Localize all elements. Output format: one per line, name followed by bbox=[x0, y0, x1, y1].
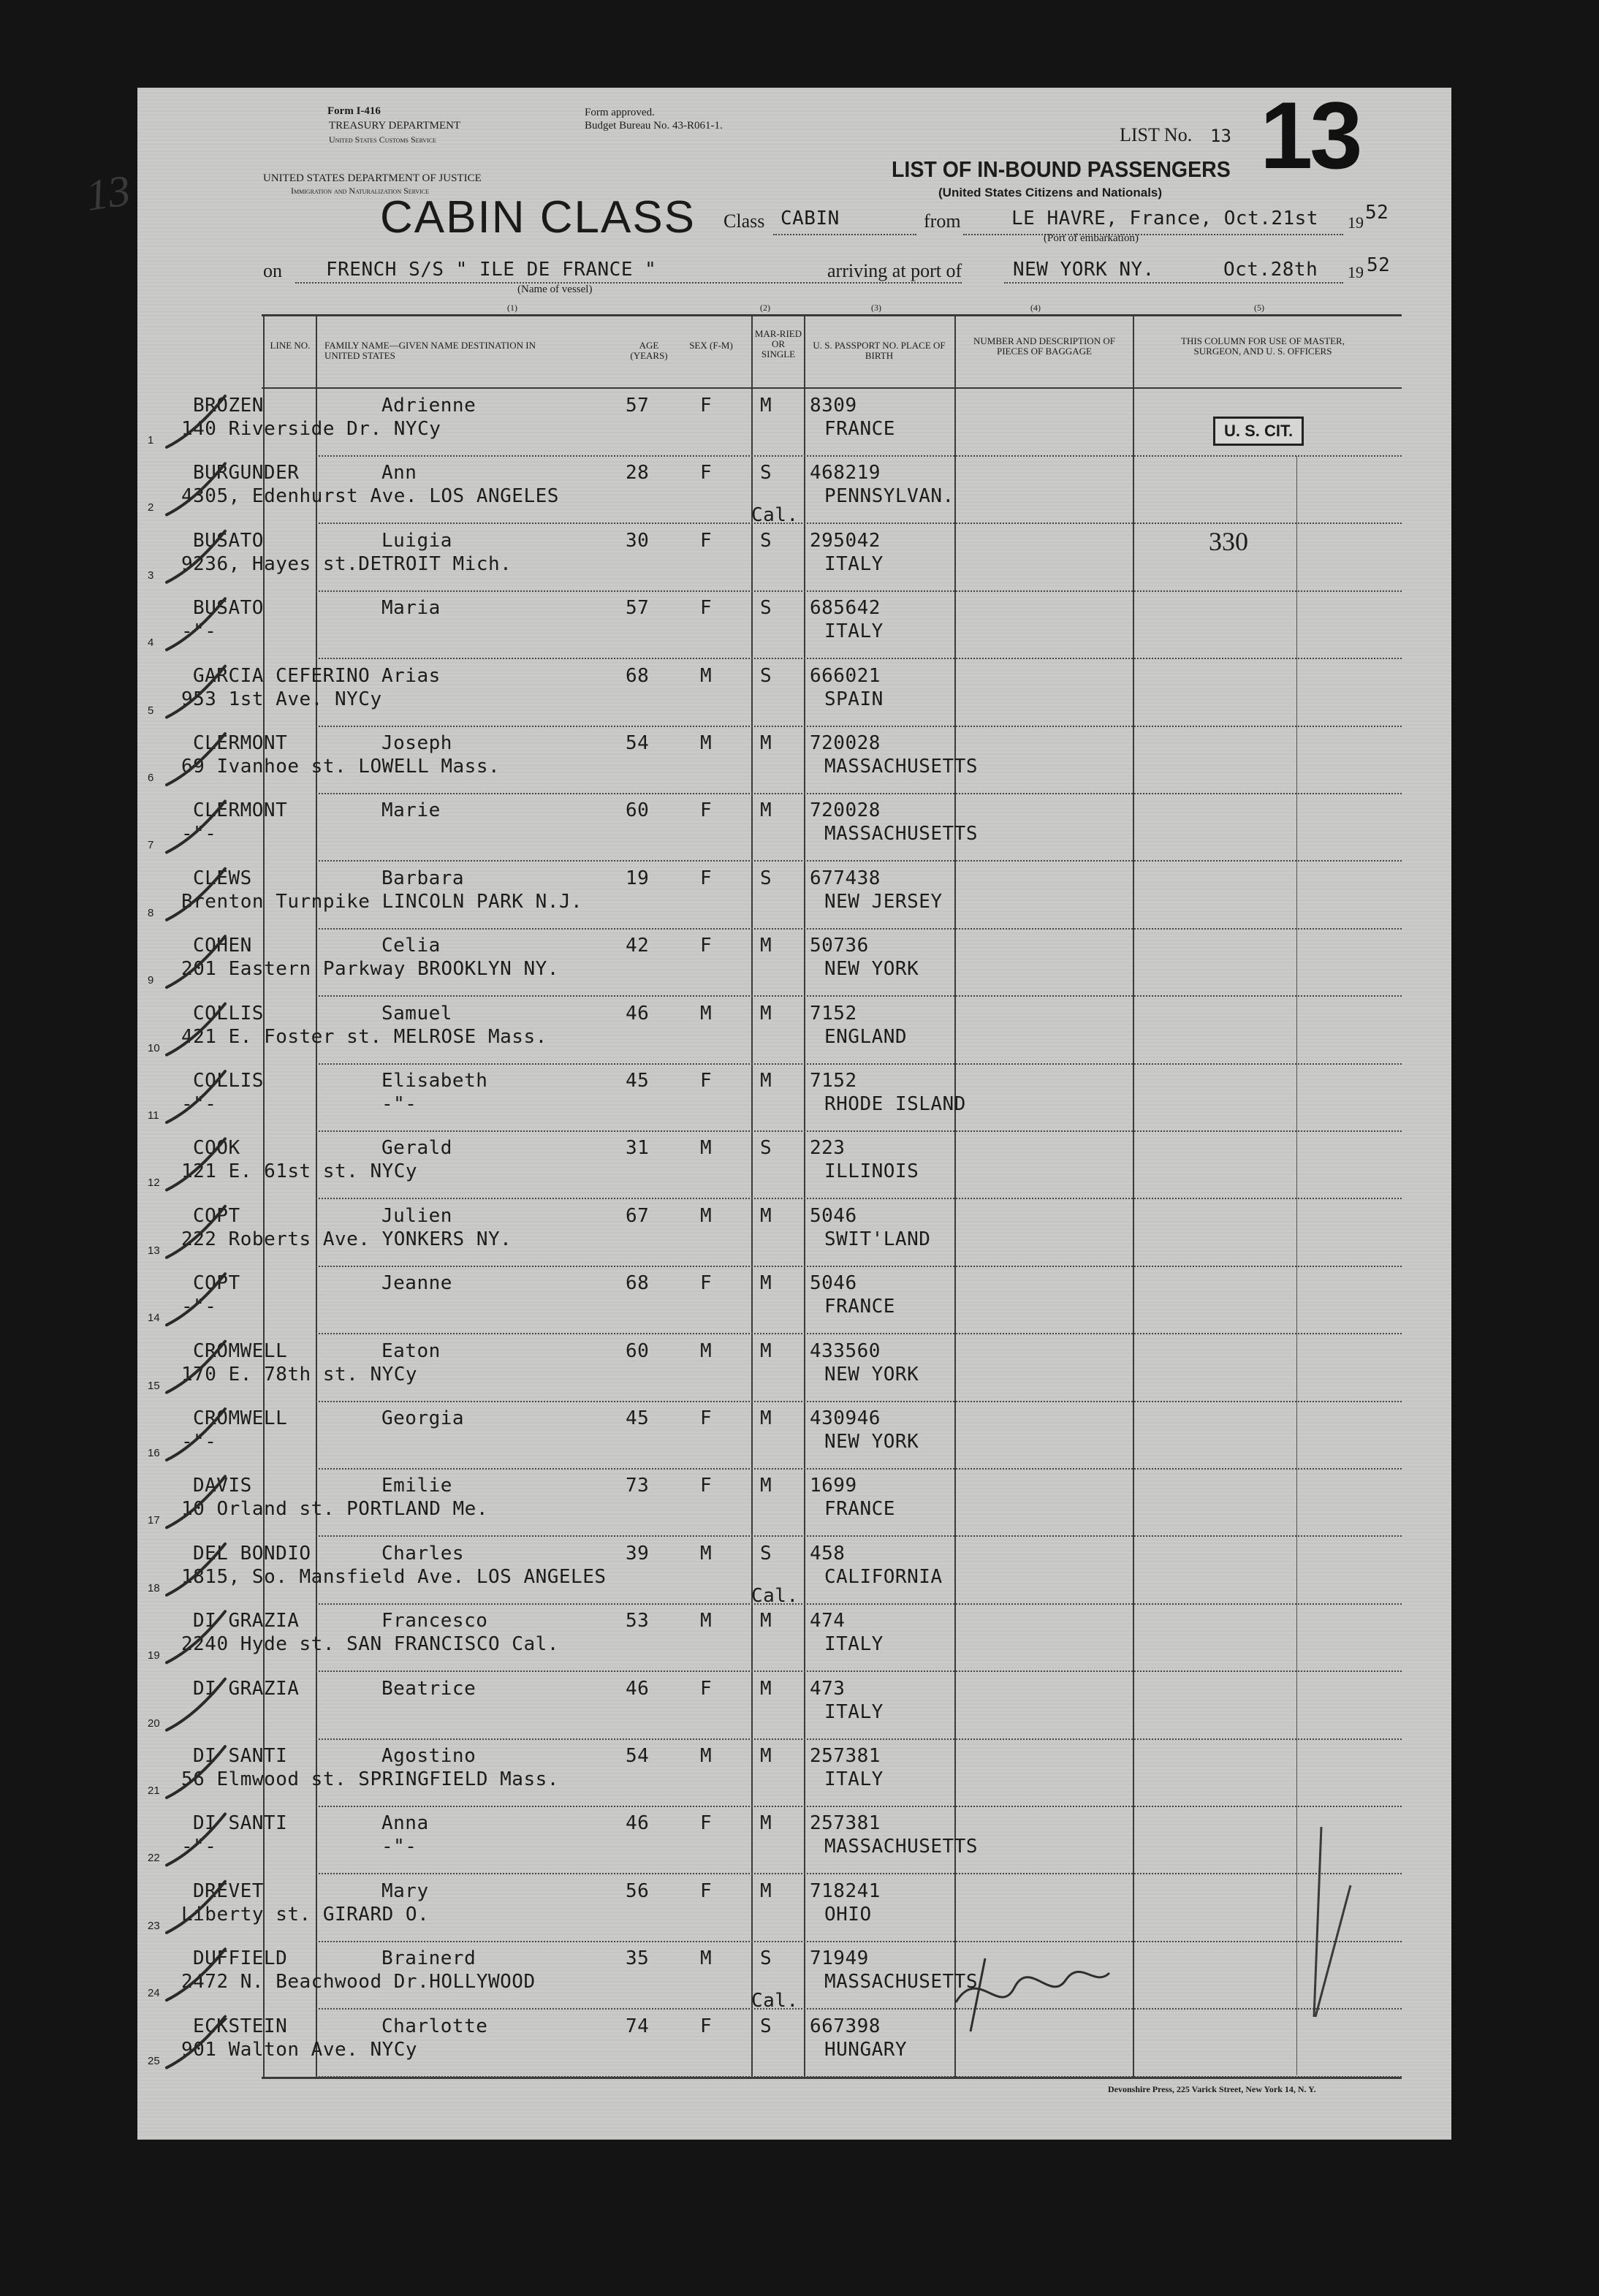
address: 9236, Hayes st.DETROIT Mich. bbox=[181, 552, 512, 575]
passport-number: 223 bbox=[810, 1137, 846, 1160]
table-row bbox=[137, 1469, 1451, 1537]
passport-number: 677438 bbox=[810, 867, 881, 889]
line-number: 5 bbox=[148, 704, 154, 717]
given-name: Julien bbox=[381, 1204, 452, 1227]
birthplace: ILLINOIS bbox=[824, 1160, 919, 1183]
table-row bbox=[137, 659, 1451, 727]
line-number: 13 bbox=[148, 1244, 160, 1257]
birthplace: RHODE ISLAND bbox=[824, 1093, 966, 1115]
passport-number: 5046 bbox=[810, 1204, 857, 1227]
passport-number: 474 bbox=[810, 1610, 846, 1632]
birthplace: PENNSYLVAN. bbox=[824, 485, 954, 508]
given-name: Anna bbox=[381, 1812, 429, 1835]
marital-status: M bbox=[760, 1407, 772, 1429]
birthplace: ITALY bbox=[824, 1633, 884, 1656]
given-name: Eaton bbox=[381, 1339, 441, 1362]
sex: F bbox=[700, 935, 713, 957]
address: -"- bbox=[181, 1296, 217, 1318]
given-name: Mary bbox=[381, 1879, 429, 1902]
line-number: 16 bbox=[148, 1447, 160, 1459]
marital-status: M bbox=[760, 799, 772, 822]
table-row bbox=[137, 1537, 1451, 1605]
age: 53 bbox=[626, 1610, 650, 1632]
marital-status: S bbox=[760, 867, 772, 889]
budget-bureau: Budget Bureau No. 43-R061-1. bbox=[585, 120, 723, 132]
list-number-big: 13 bbox=[1260, 82, 1360, 189]
sex: F bbox=[700, 1677, 713, 1700]
line-number: 25 bbox=[148, 2054, 160, 2067]
year-from: 52 bbox=[1365, 202, 1389, 224]
address: Liberty st. GIRARD O. bbox=[181, 1903, 430, 1926]
age: 42 bbox=[626, 935, 650, 957]
line-number: 24 bbox=[148, 1987, 160, 2000]
from-label: from bbox=[924, 210, 961, 232]
passport-number: 667398 bbox=[810, 2015, 881, 2037]
sex: M bbox=[700, 1002, 713, 1025]
address: 140 Riverside Dr. NYCy bbox=[181, 418, 441, 440]
ins-service: Immigration and Naturalization Service bbox=[291, 186, 430, 196]
table-row bbox=[137, 591, 1451, 659]
age: 28 bbox=[626, 462, 650, 484]
year-prefix-from: 19 bbox=[1348, 213, 1364, 232]
marital-status: S bbox=[760, 529, 772, 552]
sex: M bbox=[700, 1137, 713, 1160]
given-name: Ann bbox=[381, 462, 417, 484]
family-name: CLERMONT bbox=[193, 732, 288, 754]
table-row bbox=[137, 1064, 1451, 1132]
manifest-sheet bbox=[83, 82, 1451, 2140]
given-name: Barbara bbox=[381, 867, 465, 889]
passport-number: 685642 bbox=[810, 597, 881, 620]
line-number: 21 bbox=[148, 1784, 160, 1797]
sex: F bbox=[700, 1812, 713, 1835]
address-continuation: Cal. bbox=[751, 1584, 799, 1607]
address: 222 Roberts Ave. YONKERS NY. bbox=[181, 1228, 512, 1250]
birthplace: ITALY bbox=[824, 1768, 884, 1790]
line-number: 6 bbox=[148, 772, 154, 784]
marital-status: M bbox=[760, 1475, 772, 1497]
address: -"- bbox=[181, 1431, 217, 1453]
sex: F bbox=[700, 1475, 713, 1497]
age: 57 bbox=[626, 395, 650, 417]
family-name: BROZEN bbox=[193, 395, 264, 417]
line-number: 1 bbox=[148, 434, 154, 446]
given-name: Charles bbox=[381, 1542, 465, 1565]
col-number-5: (5) bbox=[1254, 303, 1264, 313]
family-name: COOK bbox=[193, 1137, 240, 1160]
line-number: 15 bbox=[148, 1379, 160, 1392]
address: 69 Ivanhoe st. LOWELL Mass. bbox=[181, 756, 501, 778]
address: 953 1st Ave. NYCy bbox=[181, 688, 382, 710]
address: -"- bbox=[181, 823, 217, 845]
sex: F bbox=[700, 1070, 713, 1092]
age: 19 bbox=[626, 867, 650, 889]
birthplace: MASSACHUSETTS bbox=[824, 823, 978, 845]
age: 46 bbox=[626, 1812, 650, 1835]
list-number-typed: 13 bbox=[1210, 126, 1231, 146]
age: 60 bbox=[626, 1339, 650, 1362]
birthplace: FRANCE bbox=[824, 418, 895, 440]
table-row bbox=[137, 1739, 1451, 1807]
marital-status: M bbox=[760, 1339, 772, 1362]
officer-note: 330 bbox=[1209, 527, 1248, 556]
passport-number: 433560 bbox=[810, 1339, 881, 1362]
address: 1815, So. Mansfield Ave. LOS ANGELES bbox=[181, 1565, 607, 1588]
birthplace: HUNGARY bbox=[824, 2038, 908, 2061]
given-name: Luigia bbox=[381, 529, 452, 552]
passport-number: 718241 bbox=[810, 1879, 881, 1902]
family-name: COHEN bbox=[193, 935, 252, 957]
table-row bbox=[137, 1199, 1451, 1267]
table-row bbox=[137, 794, 1451, 862]
given-name: Marie bbox=[381, 799, 441, 822]
family-name: DI GRAZIA bbox=[193, 1610, 300, 1632]
form-approved: Form approved. bbox=[585, 107, 655, 118]
family-name: DI SANTI bbox=[193, 1745, 288, 1767]
sex: F bbox=[700, 395, 713, 417]
age: 57 bbox=[626, 597, 650, 620]
age: 74 bbox=[626, 2015, 650, 2037]
table-row bbox=[137, 1266, 1451, 1334]
table-row bbox=[137, 929, 1451, 997]
table-row bbox=[137, 2010, 1451, 2078]
family-name: GARCIA CEFERINO bbox=[193, 664, 371, 687]
col-header-line: LINE NO. bbox=[270, 340, 311, 351]
family-name: DUFFIELD bbox=[193, 1947, 288, 1970]
passport-number: 1699 bbox=[810, 1475, 857, 1497]
marital-status: M bbox=[760, 1272, 772, 1295]
table-row bbox=[137, 862, 1451, 930]
birthplace: ITALY bbox=[824, 552, 884, 575]
age: 68 bbox=[626, 1272, 650, 1295]
age: 56 bbox=[626, 1879, 650, 1902]
treasury-dept: TREASURY DEPARTMENT bbox=[329, 120, 461, 132]
given-name: Elisabeth bbox=[381, 1070, 488, 1092]
line-number: 23 bbox=[148, 1919, 160, 1932]
family-name: DEL BONDIO bbox=[193, 1542, 311, 1565]
age: 45 bbox=[626, 1407, 650, 1429]
address: -"- bbox=[181, 1093, 217, 1115]
age: 30 bbox=[626, 529, 650, 552]
margin-note: 13 bbox=[83, 166, 134, 220]
address: 2240 Hyde st. SAN FRANCISCO Cal. bbox=[181, 1633, 559, 1656]
age: 68 bbox=[626, 664, 650, 687]
col-header-sex: SEX (F-M) bbox=[689, 340, 733, 351]
passport-number: 720028 bbox=[810, 732, 881, 754]
age: 45 bbox=[626, 1070, 650, 1092]
marital-status: M bbox=[760, 1204, 772, 1227]
line-number: 9 bbox=[148, 974, 154, 987]
sex: M bbox=[700, 1204, 713, 1227]
sex: F bbox=[700, 1407, 713, 1429]
address: 121 E. 61st st. NYCy bbox=[181, 1160, 418, 1183]
table-row bbox=[137, 1604, 1451, 1672]
us-citizen-stamp: U. S. CIT. bbox=[1213, 417, 1304, 446]
passport-number: 295042 bbox=[810, 529, 881, 552]
col-header-married: MAR-RIED OR SINGLE bbox=[754, 328, 802, 360]
passport-number: 666021 bbox=[810, 664, 881, 687]
arrival-port: NEW YORK NY. bbox=[1013, 259, 1155, 281]
col-header-name: FAMILY NAME—GIVEN NAME DESTINATION IN UNITED STATES bbox=[324, 340, 536, 361]
birthplace: FRANCE bbox=[824, 1296, 895, 1318]
sex: F bbox=[700, 1879, 713, 1902]
sex: F bbox=[700, 2015, 713, 2037]
given-name: Samuel bbox=[381, 1002, 452, 1025]
given-name: Francesco bbox=[381, 1610, 488, 1632]
birthplace: SWIT'LAND bbox=[824, 1228, 931, 1250]
table-row bbox=[137, 726, 1451, 794]
family-name: DREVET bbox=[193, 1879, 264, 1902]
passport-number: 720028 bbox=[810, 799, 881, 822]
marital-status: M bbox=[760, 1610, 772, 1632]
table-row bbox=[137, 1806, 1451, 1874]
age: 60 bbox=[626, 799, 650, 822]
table-row bbox=[137, 1334, 1451, 1402]
marital-status: M bbox=[760, 1745, 772, 1767]
table-row bbox=[137, 997, 1451, 1065]
address: 201 Eastern Parkway BROOKLYN NY. bbox=[181, 958, 559, 981]
col-number-4: (4) bbox=[1030, 303, 1041, 313]
given-name: Brainerd bbox=[381, 1947, 476, 1970]
birthplace: OHIO bbox=[824, 1903, 872, 1926]
age: 73 bbox=[626, 1475, 650, 1497]
birthplace: CALIFORNIA bbox=[824, 1565, 943, 1588]
address: 170 E. 78th st. NYCy bbox=[181, 1363, 418, 1385]
sex: F bbox=[700, 799, 713, 822]
family-name: CLEWS bbox=[193, 867, 252, 889]
given-name: Celia bbox=[381, 935, 441, 957]
given-name: Agostino bbox=[381, 1745, 476, 1767]
age: 46 bbox=[626, 1002, 650, 1025]
line-number: 3 bbox=[148, 569, 154, 582]
passport-number: 458 bbox=[810, 1542, 846, 1565]
table-row bbox=[137, 1672, 1451, 1740]
birthplace: NEW YORK bbox=[824, 1363, 919, 1385]
address: 4305, Edenhurst Ave. LOS ANGELES bbox=[181, 485, 559, 508]
family-name: DAVIS bbox=[193, 1475, 252, 1497]
family-name: COPT bbox=[193, 1204, 240, 1227]
birthplace: ITALY bbox=[824, 620, 884, 643]
birthplace: ITALY bbox=[824, 1700, 884, 1723]
given-name: Adrienne bbox=[381, 395, 476, 417]
year-arrival: 52 bbox=[1367, 254, 1391, 276]
passport-number: 473 bbox=[810, 1677, 846, 1700]
table-row bbox=[137, 1402, 1451, 1470]
passport-number: 257381 bbox=[810, 1745, 881, 1767]
class-value: CABIN bbox=[780, 208, 840, 229]
age: 31 bbox=[626, 1137, 650, 1160]
class-label: Class bbox=[723, 210, 765, 232]
birthplace: MASSACHUSETTS bbox=[824, 756, 978, 778]
family-name: DI SANTI bbox=[193, 1812, 288, 1835]
year-prefix-arrival: 19 bbox=[1348, 263, 1364, 281]
vessel-note: (Name of vessel) bbox=[517, 284, 593, 295]
birthplace: NEW JERSEY bbox=[824, 890, 943, 913]
port-embark-note: (Port of embarkation) bbox=[1044, 232, 1139, 244]
family-name: BUSATO bbox=[193, 597, 264, 620]
sex: M bbox=[700, 1610, 713, 1632]
passport-number: 50736 bbox=[810, 935, 869, 957]
given-name: Emilie bbox=[381, 1475, 452, 1497]
line-number: 2 bbox=[148, 501, 154, 514]
passport-number: 8309 bbox=[810, 395, 857, 417]
marital-status: M bbox=[760, 1879, 772, 1902]
table-row bbox=[137, 1874, 1451, 1942]
passport-number: 7152 bbox=[810, 1002, 857, 1025]
family-name: CROMWELL bbox=[193, 1407, 288, 1429]
line-number: 10 bbox=[148, 1041, 160, 1054]
family-name: BURGUNDER bbox=[193, 462, 300, 484]
line-number: 17 bbox=[148, 1514, 160, 1527]
marital-status: M bbox=[760, 1677, 772, 1700]
marital-status: S bbox=[760, 597, 772, 620]
marital-status: M bbox=[760, 1070, 772, 1092]
address-continuation: Cal. bbox=[751, 504, 799, 527]
age: 67 bbox=[626, 1204, 650, 1227]
line-number: 7 bbox=[148, 839, 154, 852]
table-row bbox=[137, 524, 1451, 592]
family-name: COLLIS bbox=[193, 1002, 264, 1025]
family-name: COPT bbox=[193, 1272, 240, 1295]
from-value: LE HAVRE, France, Oct.21st bbox=[1011, 208, 1318, 229]
col-number-1: (1) bbox=[507, 303, 517, 313]
age: 54 bbox=[626, 1745, 650, 1767]
table-row bbox=[137, 1942, 1451, 2010]
family-name: DI GRAZIA bbox=[193, 1677, 300, 1700]
marital-status: S bbox=[760, 2015, 772, 2037]
passport-number: 468219 bbox=[810, 462, 881, 484]
line-number: 4 bbox=[148, 636, 154, 650]
line-number: 14 bbox=[148, 1312, 160, 1325]
sex: M bbox=[700, 1542, 713, 1565]
line-number: 11 bbox=[148, 1109, 159, 1122]
sex: M bbox=[700, 1947, 713, 1970]
birthplace: FRANCE bbox=[824, 1498, 895, 1521]
marital-status: M bbox=[760, 1002, 772, 1025]
on-label: on bbox=[263, 260, 282, 281]
marital-status: M bbox=[760, 395, 772, 417]
family-name: BUSATO bbox=[193, 529, 264, 552]
marital-status: M bbox=[760, 1812, 772, 1835]
customs-service: United States Customs Service bbox=[329, 134, 436, 145]
passport-number: 430946 bbox=[810, 1407, 881, 1429]
birthplace: NEW YORK bbox=[824, 1431, 919, 1453]
address: -"- bbox=[181, 620, 217, 643]
address: 901 Walton Ave. NYCy bbox=[181, 2038, 418, 2061]
table-row bbox=[137, 456, 1451, 527]
given-name: Gerald bbox=[381, 1137, 452, 1160]
line-number: 12 bbox=[148, 1176, 160, 1190]
given-name: Georgia bbox=[381, 1407, 465, 1429]
age: 54 bbox=[626, 732, 650, 754]
family-name: CLERMONT bbox=[193, 799, 288, 822]
family-name: ECKSTEIN bbox=[193, 2015, 288, 2037]
document-subtitle: (United States Citizens and Nationals) bbox=[938, 186, 1163, 199]
marital-status: S bbox=[760, 1947, 772, 1970]
line-number: 19 bbox=[148, 1649, 160, 1662]
sex: F bbox=[700, 529, 713, 552]
passport-number: 5046 bbox=[810, 1272, 857, 1295]
col-number-3: (3) bbox=[871, 303, 881, 313]
sex: M bbox=[700, 732, 713, 754]
marital-status: S bbox=[760, 1137, 772, 1160]
col-header-passport: U. S. PASSPORT NO. PLACE OF BIRTH bbox=[813, 340, 946, 361]
col-header-age: AGE (YEARS) bbox=[630, 340, 668, 361]
sex: M bbox=[700, 1339, 713, 1362]
address-continuation: Cal. bbox=[751, 1990, 799, 2012]
given-name: Jeanne bbox=[381, 1272, 452, 1295]
passport-number: 71949 bbox=[810, 1947, 869, 1970]
sex: F bbox=[700, 597, 713, 620]
family-name: COLLIS bbox=[193, 1070, 264, 1092]
birthplace: MASSACHUSETTS bbox=[824, 1971, 978, 1993]
age: 39 bbox=[626, 1542, 650, 1565]
passport-number: 7152 bbox=[810, 1070, 857, 1092]
printer-credit: Devonshire Press, 225 Varick Street, New York 14, N. Y. bbox=[1108, 2084, 1316, 2094]
justice-dept: UNITED STATES DEPARTMENT OF JUSTICE bbox=[263, 172, 482, 184]
marital-status: M bbox=[760, 732, 772, 754]
address: Brenton Turnpike LINCOLN PARK N.J. bbox=[181, 890, 583, 913]
list-number-label: LIST No. bbox=[1120, 124, 1193, 145]
document-title: LIST OF IN-BOUND PASSENGERS bbox=[892, 156, 1231, 182]
age: 46 bbox=[626, 1677, 650, 1700]
address: -"- bbox=[181, 1836, 217, 1858]
marital-status: S bbox=[760, 1542, 772, 1565]
form-number: Form I-416 bbox=[327, 105, 381, 117]
line-number: 22 bbox=[148, 1852, 160, 1865]
given-name: Maria bbox=[381, 597, 441, 620]
table-row bbox=[137, 1131, 1451, 1199]
family-name: CROMWELL bbox=[193, 1339, 288, 1362]
sex: M bbox=[700, 1745, 713, 1767]
col-header-baggage: NUMBER AND DESCRIPTION OF PIECES OF BAGGAGE bbox=[973, 335, 1115, 357]
birthplace: MASSACHUSETTS bbox=[824, 1836, 978, 1858]
given-name: Joseph bbox=[381, 732, 452, 754]
given-name: Beatrice bbox=[381, 1677, 476, 1700]
sex: F bbox=[700, 867, 713, 889]
cabin-class-stamp: CABIN CLASS bbox=[380, 192, 696, 243]
arriving-label: arriving at port of bbox=[827, 260, 962, 281]
given-name: Arias bbox=[381, 664, 441, 687]
birthplace: NEW YORK bbox=[824, 958, 919, 981]
col-number-2: (2) bbox=[760, 303, 770, 313]
marital-status: S bbox=[760, 462, 772, 484]
marital-status: M bbox=[760, 935, 772, 957]
passport-number: 257381 bbox=[810, 1812, 881, 1835]
birthplace: ENGLAND bbox=[824, 1025, 908, 1048]
given-name-ditto: -"- bbox=[381, 1836, 417, 1858]
sex: F bbox=[700, 462, 713, 484]
address: 421 E. Foster st. MELROSE Mass. bbox=[181, 1025, 547, 1048]
sex: F bbox=[700, 1272, 713, 1295]
line-number: 20 bbox=[148, 1717, 160, 1730]
col-header-officers: THIS COLUMN FOR USE OF MASTER, SURGEON, AND U. S. OFFICERS bbox=[1181, 335, 1345, 357]
address: 2472 N. Beachwood Dr.HOLLYWOOD bbox=[181, 1971, 536, 1993]
line-number: 18 bbox=[148, 1581, 160, 1594]
age: 35 bbox=[626, 1947, 650, 1970]
arrival-date: Oct.28th bbox=[1223, 259, 1318, 281]
address: 10 Orland st. PORTLAND Me. bbox=[181, 1498, 488, 1521]
sex: M bbox=[700, 664, 713, 687]
birthplace: SPAIN bbox=[824, 688, 884, 710]
given-name-ditto: -"- bbox=[381, 1093, 417, 1115]
given-name: Charlotte bbox=[381, 2015, 488, 2037]
marital-status: S bbox=[760, 664, 772, 687]
address: 56 Elmwood st. SPRINGFIELD Mass. bbox=[181, 1768, 559, 1790]
line-number: 8 bbox=[148, 906, 154, 919]
vessel-name: FRENCH S/S " ILE DE FRANCE " bbox=[326, 259, 657, 281]
